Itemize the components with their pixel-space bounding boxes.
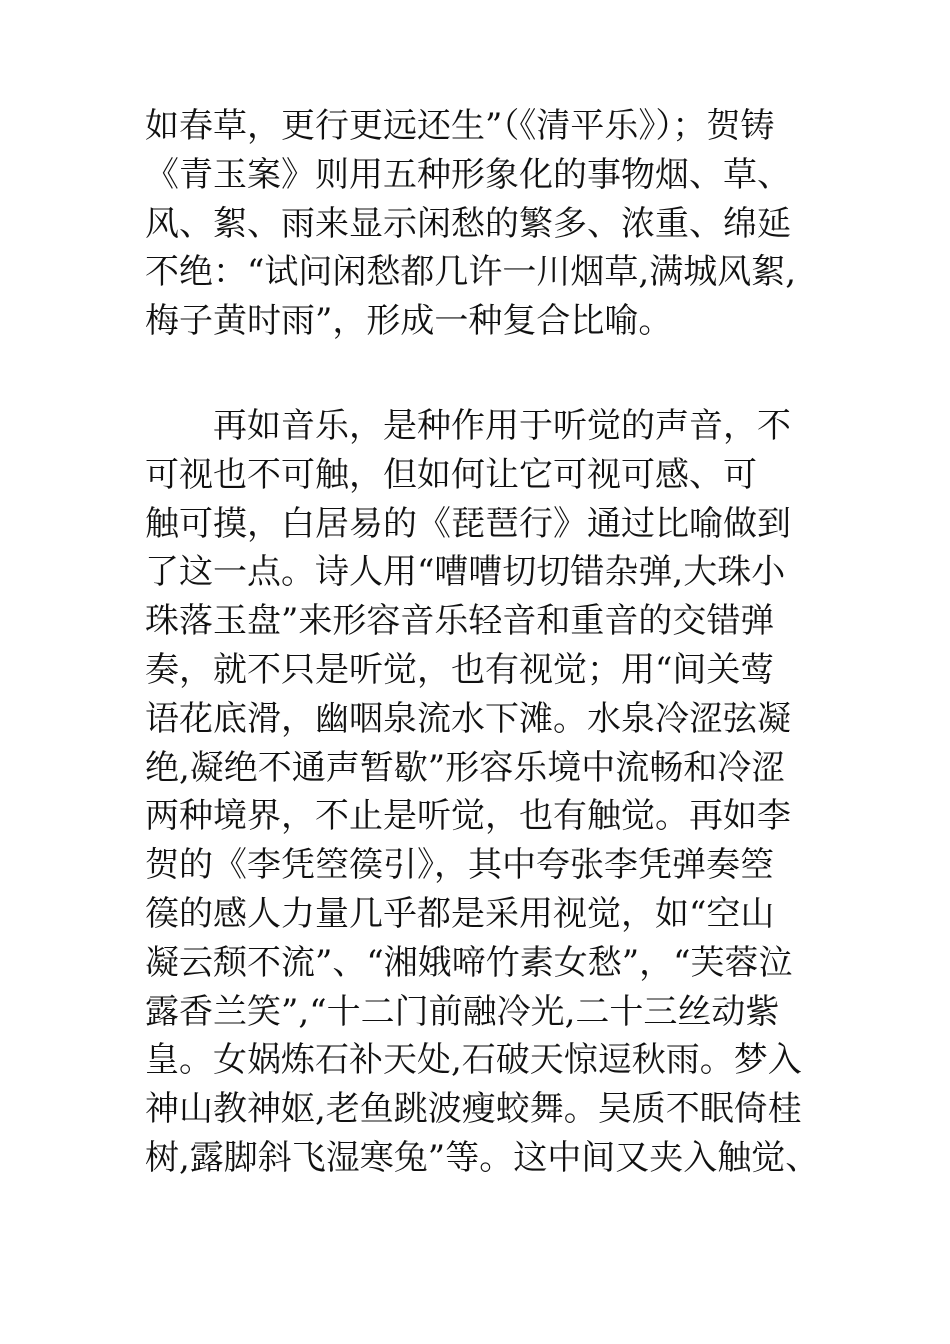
text-line: 不绝：“试问闲愁都几许一川烟草,满城风絮, [145, 252, 796, 293]
text-line: 可视也不可触，但如何让它可视可感、可 [145, 454, 757, 495]
text-line: 如春草，更行更远还生”（《清平乐》）；贺铸 [145, 106, 775, 146]
text-line: 凝云颓不流”、“湘娥啼竹素女愁”，“芙蓉泣 [145, 942, 793, 983]
text-line: 两种境界，不止是听觉，也有触觉。再如李 [145, 796, 791, 837]
text-line: 再如音乐，是种作用于听觉的声音，不 [145, 406, 791, 446]
text-line: 绝,凝绝不通声暂歇”形容乐境中流畅和冷涩 [145, 747, 786, 788]
text-line: 《青玉案》则用五种形象化的事物烟、草、 [145, 154, 791, 195]
text-line: 风、絮、雨来显示闲愁的繁多、浓重、绵延 [145, 203, 791, 244]
text-line: 奏，就不只是听觉，也有视觉；用“间关莺 [145, 649, 775, 690]
text-line: 皇。女娲炼石补天处,石破天惊逗秋雨。梦入 [145, 1040, 802, 1081]
text-line: 触可摸，白居易的《琵琶行》通过比喻做到 [145, 503, 791, 544]
text-line: 珠落玉盘”来形容音乐轻音和重音的交错弹 [145, 601, 775, 642]
text-line: 神山教神妪,老鱼跳波瘦蛟舞。吴质不眠倚桂 [145, 1089, 802, 1130]
paragraph-1 [145, 102, 815, 346]
text-line: 露香兰笑”,“十二门前融冷光,二十三丝动紫 [145, 991, 780, 1032]
text-line: 梅子黄时雨”，形成一种复合比喻。 [145, 301, 673, 342]
text-line: 篌的感人力量几乎都是采用视觉，如“空山 [145, 893, 775, 934]
text-line: 了这一点。诗人用“嘈嘈切切错杂弹,大珠小 [145, 552, 786, 593]
text-line: 树,露脚斜飞湿寒兔”等。这中间又夹入触觉、 [145, 1137, 820, 1178]
text-line: 语花底滑，幽咽泉流水下滩。水泉冷涩弦凝 [145, 698, 791, 739]
text-line: 贺的《李凭箜篌引》，其中夸张李凭弹奏箜 [145, 845, 774, 886]
paragraph-2 [145, 402, 820, 1183]
